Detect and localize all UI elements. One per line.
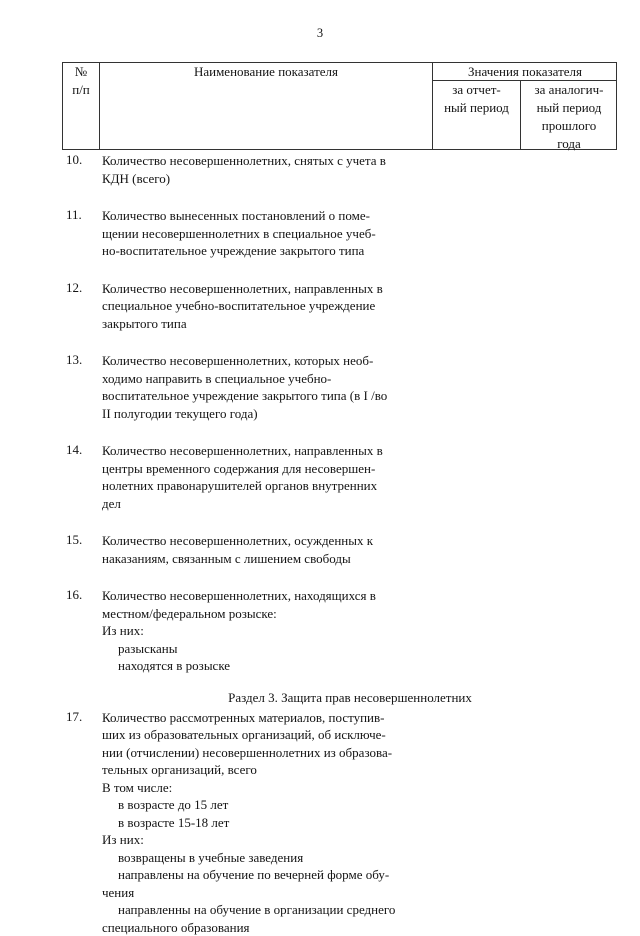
row-number: 14.: [66, 442, 96, 458]
row-subitem: чения: [102, 884, 428, 902]
indicator-row: [0, 207, 640, 260]
indicator-row: [0, 532, 640, 567]
indicator-row: [0, 280, 640, 333]
row-text: Количество несовершеннолетних, осужденных к наказаниям, связанным с лишением свободы: [102, 532, 428, 567]
row-subitem: возвращены в учебные заведения: [102, 849, 428, 867]
row-subitem: специального образования: [102, 919, 428, 936]
row-text: Количество несовершеннолетних, направленных в центры временного содержания для несовершен- нолетних правонарушителей органов внутренних дел: [102, 442, 428, 512]
row-number: 11.: [66, 207, 96, 223]
row-number: 10.: [66, 152, 96, 168]
row-number: 16.: [66, 587, 96, 603]
row-subitem: направленны на обучение в организации среднего: [102, 901, 428, 919]
row-subitem: в возрасте 15-18 лет: [102, 814, 428, 832]
header-values: Значения показателя: [433, 63, 617, 81]
row-subitem: в возрасте до 15 лет: [102, 796, 428, 814]
row-text: Количество вынесенных постановлений о поме- щении несовершеннолетних в специальное учеб- но-воспитательное учреждение закрытого типа: [102, 207, 428, 260]
row-text: Количество несовершеннолетних, снятых с учета в КДН (всего): [102, 152, 428, 187]
indicator-list: [0, 152, 640, 936]
page-number: 3: [0, 26, 640, 41]
indicator-row: [0, 587, 640, 675]
row-text: Количество несовершеннолетних, которых необ- ходимо направить в специальное учебно- воспитательное учреждение закрытого типа (в I /во II полугодии текущего года): [102, 352, 428, 422]
row-subitem: направлены на обучение по вечерней форме обу-: [102, 866, 428, 884]
indicator-row: [0, 152, 640, 187]
row-number: 17.: [66, 709, 96, 725]
indicator-row: [0, 442, 640, 512]
row-number: 15.: [66, 532, 96, 548]
row-subitem: Из них:: [102, 831, 428, 849]
row-number: 12.: [66, 280, 96, 296]
row-subitem: Из них:: [102, 622, 428, 640]
row-text: Количество несовершеннолетних, находящихся в местном/федеральном розыске: Из них: разысканы находятся в розыске: [102, 587, 428, 675]
row-subitem: В том числе:: [102, 779, 428, 797]
header-previous-period: за аналогич- ный период прошлого года: [521, 81, 617, 153]
indicator-row: [0, 352, 640, 422]
section-title: Раздел 3. Защита прав несовершеннолетних: [0, 689, 640, 707]
indicator-row: [0, 709, 640, 936]
row-number: 13.: [66, 352, 96, 368]
header-num: № п/п: [62, 63, 100, 99]
row-text: Количество несовершеннолетних, направленных в специальное учебно-воспитательное учреждение закрытого типа: [102, 280, 428, 333]
row-text: Количество рассмотренных материалов, поступив- ших из образовательных организаций, об исключе- нии (отчислении) несовершеннолетних из образова- тельных организаций, всего В том числе: в возрасте до 15 лет в возрасте 15-18 лет Из них: возвращены в учебные заведения направлены на обучение по вечерней форме обу- чения направленны на обучение в организации среднего специального образования: [102, 709, 428, 936]
row-subitem: находятся в розыске: [102, 657, 428, 675]
header-current-period: за отчет- ный период: [433, 81, 520, 117]
row-subitem: разысканы: [102, 640, 428, 658]
header-name: Наименование показателя: [100, 63, 432, 81]
